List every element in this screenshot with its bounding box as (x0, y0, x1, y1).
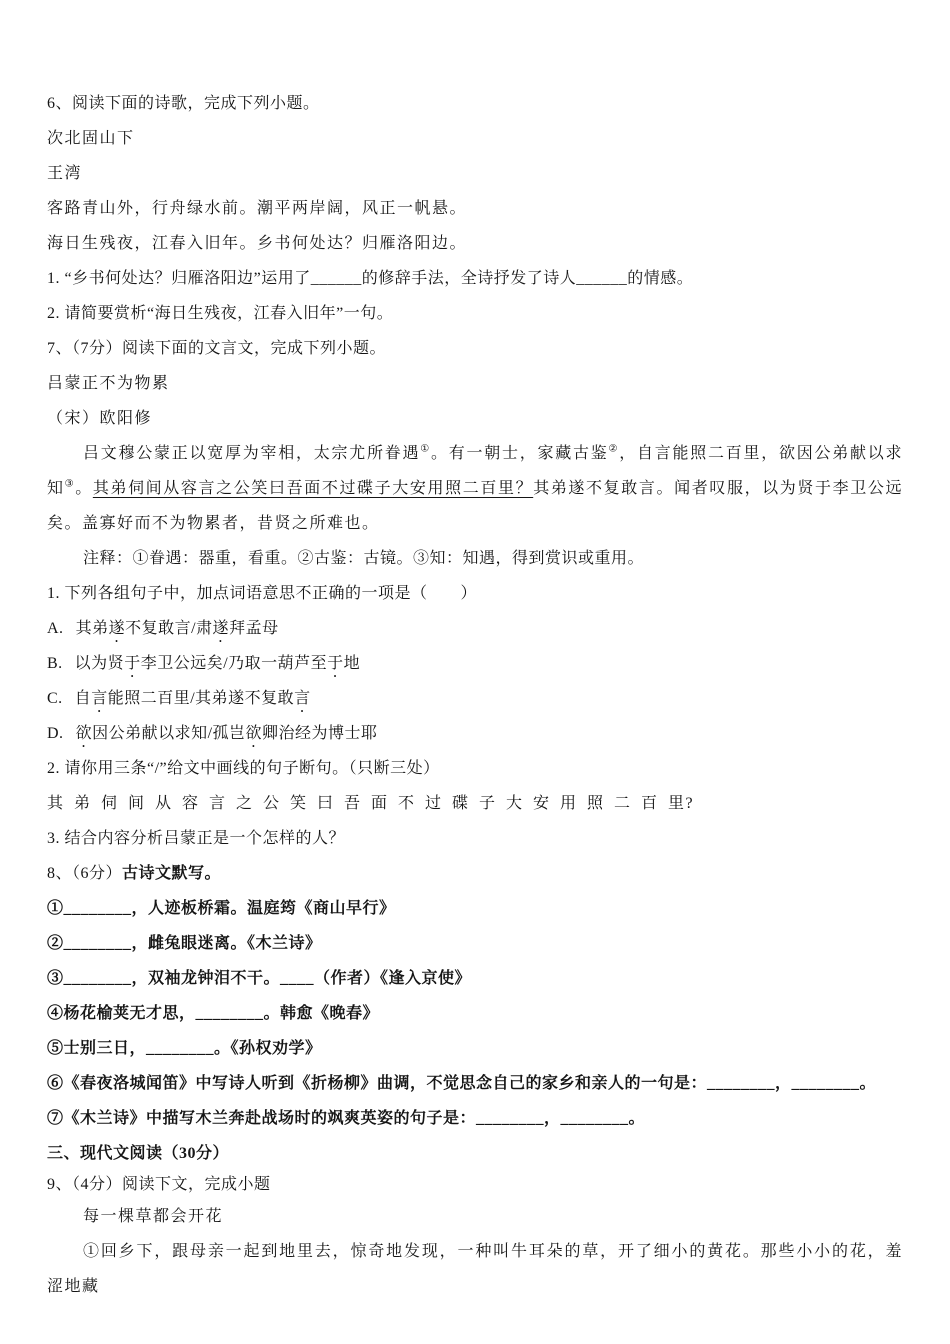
q7-subquestion-2: 2. 请你用三条“/”给文中画线的句子断句。（只断三处） (47, 760, 440, 777)
section-3-block (47, 1136, 903, 1304)
q6-subquestion-1: 1. “乡书何处达？归雁洛阳边”运用了______的修辞手法，全诗抒发了诗人______的情感。 (47, 270, 694, 287)
passage-author: （宋）欧阳修 (47, 410, 153, 427)
poem-title: 次北固山下 (47, 130, 135, 147)
essay-title: 每一棵草都会开花 (83, 1208, 224, 1225)
q7-punctuate-sentence: 其 弟 伺 间 从 容 言 之 公 笑 曰 吾 面 不 过 碟 子 大 安 用 照 二 百 里? (47, 795, 695, 812)
q8-number: 8、（6分） (47, 865, 123, 882)
q8-item-6: ⑥《春夜洛城闻笛》中写诗人听到《折杨柳》曲调，不觉思念自己的家乡和亲人的一句是：________，________。 (47, 1075, 877, 1092)
question-7-block (47, 331, 903, 856)
option-a-label: A. (47, 620, 64, 637)
option-a-text: 其弟遂不复敢言/肃遂拜孟母 (75, 620, 279, 637)
question-6-block (47, 86, 903, 331)
q7-subquestion-3: 3. 结合内容分析吕蒙正是一个怎样的人？ (47, 830, 346, 847)
q7-subquestion-1: 1. 下列各组句子中，加点词语意思不正确的一项是（ ） (47, 585, 478, 602)
essay-paragraph-1: ①回乡下，跟母亲一起到地里去，惊奇地发现，一种叫牛耳朵的草，开了细小的黄花。那些小小的花，羞涩地藏 (47, 1243, 903, 1295)
q8-item-7: ⑦《木兰诗》中描写木兰奔赴战场时的飒爽英姿的句子是：________，________。 (47, 1110, 646, 1127)
poem-line-2: 海日生残夜，江春入旧年。乡书何处达？归雁洛阳边。 (47, 235, 468, 252)
q7-option-b (47, 646, 903, 681)
option-d-text: 欲因公弟献以求知/孤岂欲卿治经为博士耶 (75, 725, 378, 742)
q6-header: 6、阅读下面的诗歌，完成下列小题。 (47, 95, 320, 112)
q8-item-3: ③________，双袖龙钟泪不干。____（作者）《逢入京使》 (47, 970, 472, 987)
option-b-text: 以为贤于李卫公远矣/乃取一葫芦至于地 (74, 655, 361, 672)
q8-item-5: ⑤士别三日，________。《孙权劝学》 (47, 1040, 322, 1057)
option-c-label: C. (47, 690, 63, 707)
question-8-block (47, 856, 903, 1136)
option-d-label: D. (47, 725, 64, 742)
poem-author: 王湾 (47, 165, 83, 182)
passage-title: 吕蒙正不为物累 (47, 375, 170, 392)
q8-title: 古诗文默写。 (122, 865, 222, 882)
q8-item-2: ②________，雌兔眼迷离。《木兰诗》 (47, 935, 322, 952)
q8-item-1: ①________，人迹板桥霜。温庭筠《商山早行》 (47, 900, 396, 917)
q9-header: 9、（4分）阅读下文，完成小题 (47, 1176, 271, 1193)
q7-option-a (47, 611, 903, 646)
option-b-label: B. (47, 655, 63, 672)
section-3-heading: 三、现代文阅读（30分） (47, 1145, 230, 1162)
passage-notes: 注释：①眷遇：器重，看重。②古鉴：古镜。③知：知遇，得到赏识或重用。 (83, 550, 645, 567)
q8-header (47, 856, 903, 891)
q7-header: 7、（7分）阅读下面的文言文，完成下列小题。 (47, 340, 387, 357)
q7-option-c (47, 681, 903, 716)
q8-item-4: ④杨花榆荚无才思，________。韩愈《晚春》 (47, 1005, 380, 1022)
poem-line-1: 客路青山外，行舟绿水前。潮平两岸阔，风正一帆悬。 (47, 200, 468, 217)
option-c-text: 自言能照二百里/其弟遂不复敢言 (74, 690, 311, 707)
q6-subquestion-2: 2. 请简要赏析“海日生残夜，江春入旧年”一句。 (47, 305, 394, 322)
passage-body: 吕文穆公蒙正以宽厚为宰相，太宗尤所眷遇①。有一朝士，家藏古鉴②，自言能照二百里，欲因公弟献以求知③。其弟伺间从容言之公笑曰吾面不过碟子大安用照二百里？其弟遂不复敢言。闻者叹服，以为贤于李卫公远矣。盖寡好而不为物累者，昔贤之所难也。 (47, 443, 903, 532)
q7-option-d (47, 716, 903, 751)
